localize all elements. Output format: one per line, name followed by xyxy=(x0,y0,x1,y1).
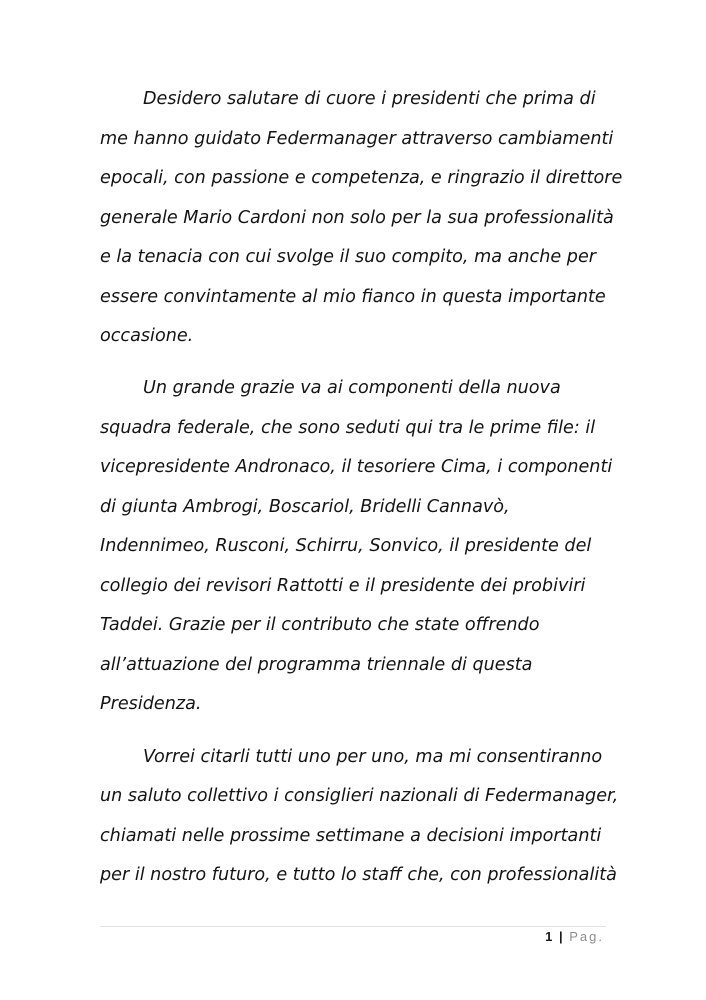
paragraph-1 xyxy=(100,80,623,357)
paragraph-3 xyxy=(100,738,619,896)
text-line: all’attuazione del programma triennale di questa xyxy=(100,654,533,675)
page-footer xyxy=(545,928,604,946)
text-line: Un grande grazie va ai componenti della nuova xyxy=(143,378,561,399)
text-line: e la tenacia con cui svolge il suo compito, ma anche per xyxy=(100,247,597,267)
text-line: Presidenza. xyxy=(100,694,202,715)
text-line: un saluto collettivo i consiglieri nazionali di Federmanager, xyxy=(100,786,619,807)
paragraph-2 xyxy=(100,369,612,725)
text-line: Taddei. Grazie per il contributo che state offrendo xyxy=(100,615,540,636)
text-line: generale Mario Cardoni non solo per la sua professionalità xyxy=(100,207,614,228)
text-line: me hanno guidato Federmanager attraverso cambiamenti xyxy=(100,128,614,149)
text-line: essere convintamente al mio fianco in questa importante xyxy=(100,286,606,307)
text-line: epocali, con passione e competenza, e ringrazio il direttore xyxy=(100,168,623,188)
text-line: squadra federale, che sono seduti qui tra le prime file: il xyxy=(100,417,596,438)
page-number: 1 xyxy=(545,929,553,944)
text-line: di giunta Ambrogi, Boscariol, Bridelli Cannavò, xyxy=(100,496,510,517)
text-line: Indennimeo, Rusconi, Schirru, Sonvico, il presidente del xyxy=(100,536,592,557)
text-line: per il nostro futuro, e tutto lo staff che, con professionalità xyxy=(100,865,617,886)
body-text xyxy=(100,80,623,908)
text-line: occasione. xyxy=(100,326,194,346)
text-line: collegio dei revisori Rattotti e il presidente dei probiviri xyxy=(100,575,586,596)
text-line: Desidero salutare di cuore i presidenti che prima di xyxy=(143,89,596,109)
text-line: vicepresidente Andronaco, il tesoriere Cima, i componenti xyxy=(100,457,613,478)
footer-divider xyxy=(100,926,606,927)
footer-separator: | xyxy=(558,929,563,944)
text-line: chiamati nelle prossime settimane a decisioni importanti xyxy=(100,825,602,846)
page-label: Pag. xyxy=(569,929,604,944)
text-line: Vorrei citarli tutti uno per uno, ma mi consentiranno xyxy=(143,746,603,767)
